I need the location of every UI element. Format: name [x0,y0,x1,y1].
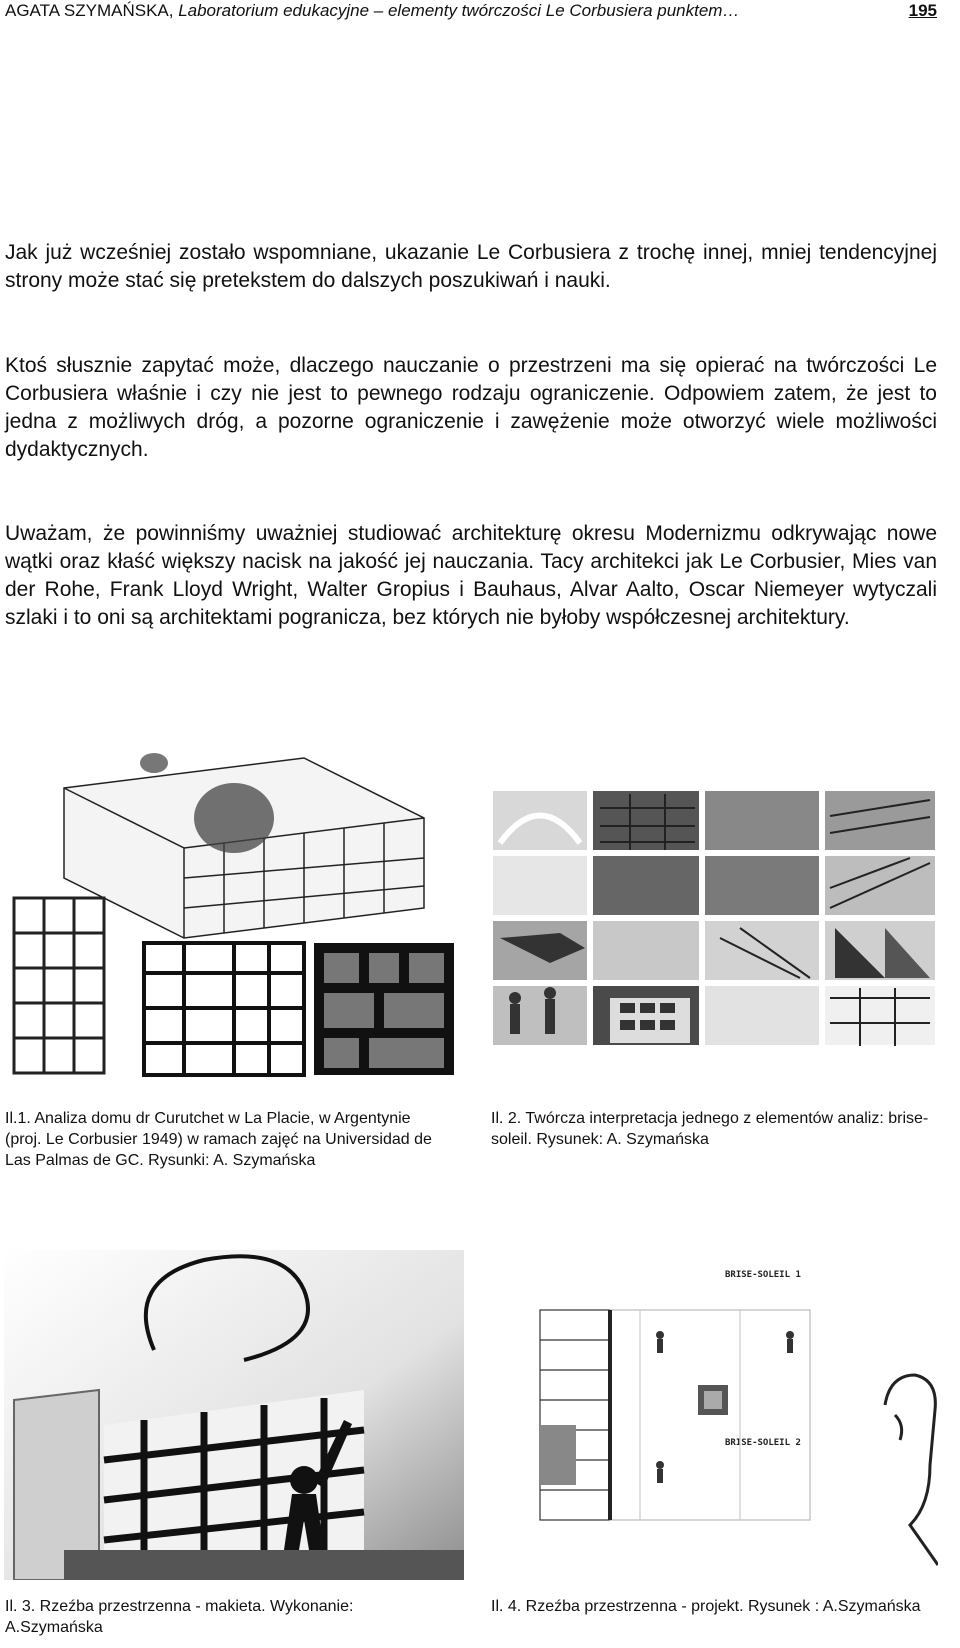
paragraph-1: Jak już wcześniej zostało wspomniane, ukazanie Le Corbusiera z trochę innej, mniej tendencyjnej strony może stać się pretekstem do dalszych poszukiwań i nauki. [5,241,937,292]
brise-soleil-1-label: BRISE-SOLEIL 1 [725,1270,801,1280]
figure-curutchet-analysis [4,748,464,1080]
header-title: Laboratorium edukacyjne – elementy twórczości Le Corbusiera punktem… [178,1,740,20]
sculpture-design-image [490,1265,938,1580]
figure-2-caption: Il. 2. Twórcza interpretacja jednego z elementów analiz: brise-soleil. Rysunek: A. Szymańska [491,1110,929,1148]
figure-spatial-sculpture-design [490,1265,938,1580]
brise-soleil-grid-image [490,788,938,1048]
curutchet-sketch-image [4,748,464,1080]
brise-soleil-2-label: BRISE-SOLEIL 2 [725,1438,801,1448]
sculpture-model-photo [4,1250,464,1580]
figure-1-caption: Il.1. Analiza domu dr Curutchet w La Placie, w Argentynie (proj. Le Corbusier 1949) w ramach zajęć na Universidad de Las Palmas de GC. Rysunki: A. Szymańska [5,1110,432,1169]
figure-4-caption: Il. 4. Rzeźba przestrzenna - projekt. Rysunek : A.Szymańska [491,1598,921,1615]
figure-spatial-sculpture-model [4,1250,464,1580]
figure-brise-soleil-grid [490,788,938,1048]
running-header [5,1,937,27]
page-number: 195 [908,1,937,20]
header-author: AGATA SZYMAŃSKA, [5,1,179,20]
paragraph-2: Ktoś słusznie zapytać może, dlaczego nauczanie o przestrzeni ma się opierać na twórczości Le Corbusiera właśnie i czy nie jest to pewnego rodzaju ograniczenie. Odpowiem zatem, że jest to jedna z możliwych dróg, a pozorne ograniczenie i zawężenie może otworzyć wiele możliwości dydaktycznych. [5,354,937,461]
figure-3-caption: Il. 3. Rzeźba przestrzenna - makieta. Wykonanie: A.Szymańska [5,1598,354,1636]
paragraph-3: Uważam, że powinniśmy uważniej studiować architekturę okresu Modernizmu odkrywając nowe wątki oraz kłaść większy nacisk na jakość jej nauczania. Tacy architekci jak Le Corbusier, Mies van der Rohe, Frank Lloyd Wright, Walter Gropius i Bauhaus, Alvar Aalto, Oscar Niemeyer wytyczali szlaki i to oni są architektami pogranicza, bez których nie byłoby współczesnej architektury. [5,522,937,629]
